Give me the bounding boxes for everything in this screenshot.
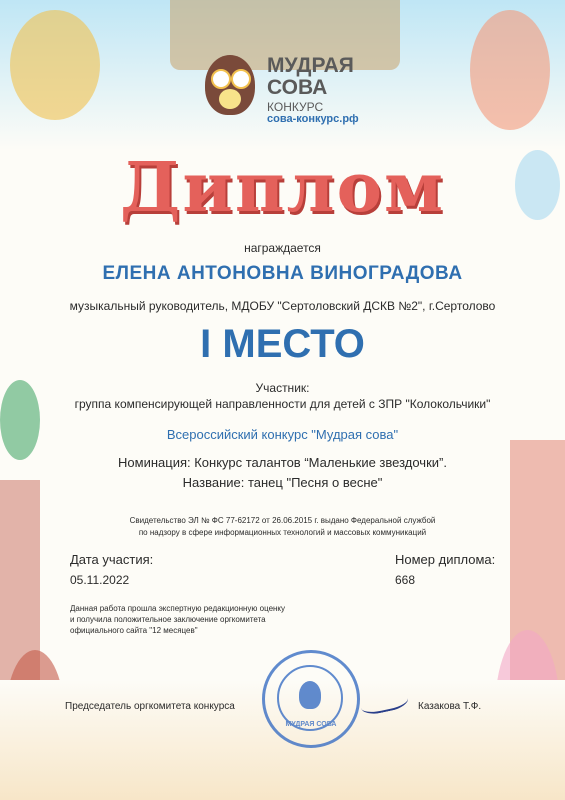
date-label: Дата участия: — [70, 552, 154, 567]
girl-reading-illustration — [470, 10, 550, 130]
chair-label: Председатель оргкомитета конкурса — [65, 701, 235, 712]
review-note-line-1: Данная работа прошла экспертную редакционную оценку — [70, 604, 286, 613]
diploma-number-label: Номер диплома: — [395, 552, 496, 567]
awarded-text: награждается — [244, 241, 321, 255]
logo-subtitle: КОНКУРС — [267, 100, 324, 114]
diploma-number-value: 668 — [395, 573, 416, 587]
chair-name: Казакова Т.Ф. — [418, 701, 482, 712]
owl-icon — [205, 55, 255, 115]
review-note-line-3: официального сайта "12 месяцев" — [70, 626, 198, 635]
stamp-text: МУДРАЯ СОВА — [285, 721, 337, 728]
work-title: Название: танец "Песня о весне" — [182, 475, 383, 490]
recipient-position: музыкальный руководитель, МДОБУ "Сертоловский ДСКВ №2", г.Сертолово — [69, 299, 496, 313]
review-note-line-2: и получила положительное заключение оргкомитета — [70, 615, 266, 624]
official-stamp — [262, 650, 360, 748]
place-award: I МЕСТО — [200, 322, 365, 366]
nomination: Номинация: Конкурс талантов “Маленькие звездочки”. — [118, 455, 447, 470]
stamp-owl-icon — [299, 681, 321, 709]
certificate-line-1: Свидетельство ЭЛ № ФС 77-62172 от 26.06.2015 г. выдано Федеральной службой — [129, 516, 436, 525]
recipient-name: ЕЛЕНА АНТОНОВНА ВИНОГРАДОВА — [102, 263, 463, 284]
logo-url: сова-конкурс.рф — [267, 113, 359, 125]
boy-reading-illustration — [10, 10, 100, 120]
contest-logo — [205, 55, 365, 125]
certificate-line-2: по надзору в сфере информационных технологий и массовых коммуникаций — [138, 528, 427, 537]
participant-group: группа компенсирующей направленности для детей с ЗПР "Колокольчики" — [74, 397, 491, 411]
participant-label: Участник: — [255, 381, 310, 395]
diploma-title: Диплом — [119, 148, 446, 228]
date-value: 05.11.2022 — [70, 573, 130, 587]
logo-title-line2: СОВА — [267, 76, 328, 99]
contest-name: Всероссийский конкурс "Мудрая сова" — [166, 427, 399, 442]
logo-title-line1: МУДРАЯ — [267, 54, 354, 77]
